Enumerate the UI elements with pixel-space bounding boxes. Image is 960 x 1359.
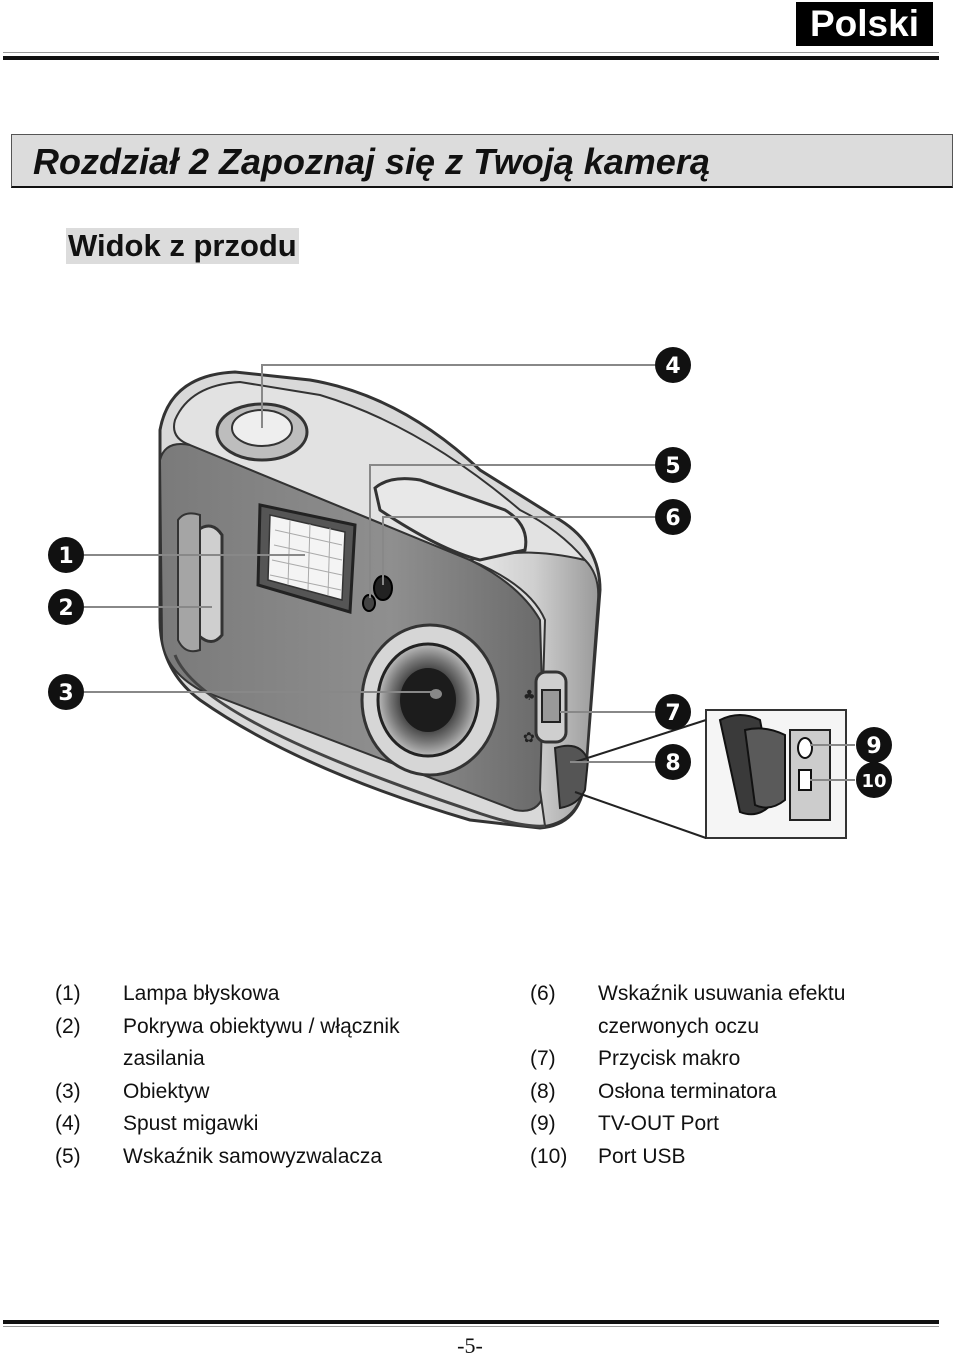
svg-text:8: 8 bbox=[665, 751, 681, 776]
legend-item bbox=[530, 1108, 950, 1141]
legend-right-column bbox=[530, 978, 950, 1173]
callout-badge-2 bbox=[48, 589, 84, 625]
legend-number: (1) bbox=[55, 982, 81, 1005]
legend-item bbox=[530, 1141, 950, 1174]
legend-text: czerwonych oczu bbox=[598, 1014, 760, 1038]
callout-badge-6 bbox=[655, 499, 691, 535]
legend-text: zasilania bbox=[123, 1047, 205, 1070]
callout-badge-4 bbox=[655, 347, 691, 383]
svg-text:4: 4 bbox=[665, 354, 681, 379]
legend-text: Wskaźnik samowyzwalacza bbox=[123, 1144, 383, 1168]
chapter-title: Rozdział 2 Zapoznaj się z Twoją kamerą bbox=[33, 141, 710, 182]
language-badge: Polski bbox=[796, 2, 933, 46]
header-rule-thin bbox=[3, 52, 939, 53]
legend-text: Port USB bbox=[598, 1144, 686, 1168]
legend-item bbox=[55, 978, 495, 1011]
callout-badge-3 bbox=[48, 674, 84, 710]
section-title: Widok z przodu bbox=[68, 228, 297, 263]
camera-front-view-figure bbox=[0, 330, 960, 870]
page-number: -5- bbox=[457, 1333, 483, 1358]
legend-number: (4) bbox=[55, 1112, 81, 1135]
svg-text:✿: ✿ bbox=[523, 730, 535, 746]
lens bbox=[362, 625, 498, 775]
footer-rule-thin bbox=[3, 1326, 939, 1327]
legend-number: (5) bbox=[55, 1144, 81, 1168]
svg-text:2: 2 bbox=[58, 596, 74, 621]
svg-text:♣: ♣ bbox=[523, 688, 536, 704]
legend-item bbox=[55, 1043, 495, 1076]
callout-badge-5 bbox=[655, 447, 691, 483]
usb-port bbox=[799, 770, 811, 790]
callout-badge-9 bbox=[856, 727, 892, 763]
callout-badge-7 bbox=[655, 694, 691, 730]
legend-number: (6) bbox=[530, 982, 556, 1005]
legend-item bbox=[55, 1076, 495, 1109]
legend-item bbox=[530, 978, 950, 1011]
legend-text: Lampa błyskowa bbox=[123, 982, 280, 1005]
legend-number: (10) bbox=[530, 1144, 568, 1168]
footer-rule bbox=[3, 1320, 939, 1324]
legend-left-column bbox=[55, 978, 495, 1173]
legend-number: (9) bbox=[530, 1112, 556, 1135]
legend-number: (3) bbox=[55, 1079, 81, 1103]
callout-badge-8 bbox=[655, 744, 691, 780]
legend-item bbox=[55, 1011, 495, 1044]
legend-text: Pokrywa obiektywu / włącznik bbox=[123, 1014, 400, 1038]
legend-text: Osłona terminatora bbox=[598, 1079, 777, 1103]
legend-text: TV-OUT Port bbox=[598, 1112, 719, 1135]
legend-item bbox=[530, 1043, 950, 1076]
legend-item bbox=[530, 1076, 950, 1109]
svg-text:10: 10 bbox=[861, 771, 887, 792]
callout-badge-10 bbox=[856, 762, 892, 798]
legend-number: (2) bbox=[55, 1014, 81, 1038]
legend-text: Przycisk makro bbox=[598, 1047, 741, 1070]
ports-inset bbox=[575, 710, 846, 838]
legend-text: Obiektyw bbox=[123, 1079, 210, 1103]
legend-item bbox=[530, 1011, 950, 1044]
svg-text:6: 6 bbox=[665, 506, 681, 531]
legend-text: Spust migawki bbox=[123, 1112, 259, 1135]
svg-text:9: 9 bbox=[866, 734, 882, 759]
legend-item bbox=[55, 1141, 495, 1174]
legend-number: (7) bbox=[530, 1047, 556, 1070]
tv-out-port bbox=[798, 738, 812, 758]
legend-item bbox=[55, 1108, 495, 1141]
terminal-cover bbox=[555, 746, 588, 808]
svg-text:5: 5 bbox=[665, 454, 681, 479]
legend-text: Wskaźnik usuwania efektu bbox=[598, 982, 846, 1005]
header-rule bbox=[3, 56, 939, 60]
svg-text:1: 1 bbox=[58, 544, 74, 569]
lens-cover-slider bbox=[198, 526, 222, 642]
svg-text:3: 3 bbox=[58, 681, 74, 706]
legend-number: (8) bbox=[530, 1079, 556, 1103]
callout-badge-1 bbox=[48, 537, 84, 573]
svg-text:7: 7 bbox=[665, 701, 681, 726]
